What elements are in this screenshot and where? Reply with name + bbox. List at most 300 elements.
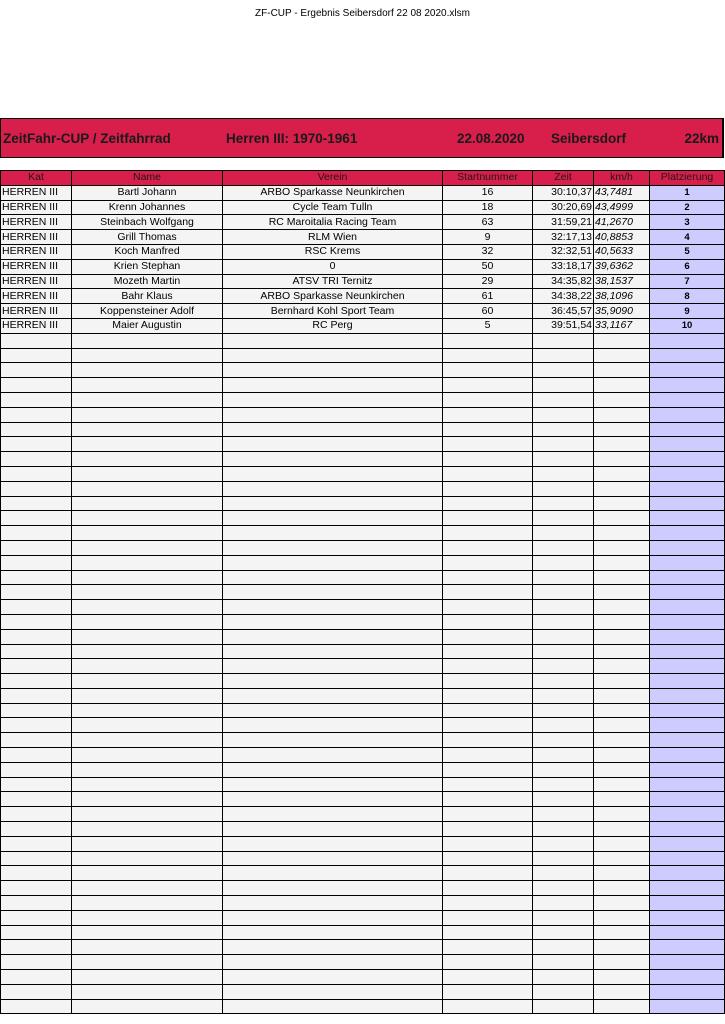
- cell-zeit: [533, 437, 594, 452]
- col-header-kat: Kat: [1, 171, 72, 186]
- cell-kmh: [594, 496, 650, 511]
- cell-platzierung: [650, 407, 725, 422]
- cell-platzierung: 10: [650, 318, 725, 333]
- cell-kat: [1, 792, 72, 807]
- cell-verein: [223, 703, 443, 718]
- cell-verein: [223, 748, 443, 763]
- cell-startnummer: [443, 437, 533, 452]
- cell-startnummer: [443, 851, 533, 866]
- cell-verein: [223, 955, 443, 970]
- cell-zeit: [533, 940, 594, 955]
- cell-verein: [223, 777, 443, 792]
- empty-table-row: [1, 674, 725, 689]
- cell-platzierung: [650, 540, 725, 555]
- empty-table-row: [1, 407, 725, 422]
- cell-name: [72, 674, 223, 689]
- cell-verein: [223, 600, 443, 615]
- document-title: ZF-CUP - Ergebnis Seibersdorf 22 08 2020.xlsm: [255, 8, 470, 19]
- empty-table-row: [1, 600, 725, 615]
- cell-startnummer: 60: [443, 304, 533, 319]
- cell-kmh: 33,1167: [594, 318, 650, 333]
- cell-platzierung: [650, 629, 725, 644]
- cell-name: [72, 910, 223, 925]
- cell-verein: [223, 570, 443, 585]
- cell-kat: [1, 540, 72, 555]
- cell-zeit: 30:20,69: [533, 200, 594, 215]
- cell-startnummer: [443, 674, 533, 689]
- cell-kmh: [594, 940, 650, 955]
- cell-startnummer: [443, 777, 533, 792]
- cell-kat: HERREN III: [1, 244, 72, 259]
- cell-platzierung: [650, 333, 725, 348]
- cell-startnummer: [443, 378, 533, 393]
- cell-zeit: [533, 955, 594, 970]
- cell-kat: HERREN III: [1, 200, 72, 215]
- cell-zeit: 30:10,37: [533, 185, 594, 200]
- cell-kmh: [594, 452, 650, 467]
- empty-table-row: [1, 910, 725, 925]
- cell-platzierung: [650, 999, 725, 1014]
- cell-zeit: [533, 585, 594, 600]
- empty-table-row: [1, 807, 725, 822]
- cell-startnummer: 63: [443, 215, 533, 230]
- cell-platzierung: [650, 659, 725, 674]
- cell-name: Grill Thomas: [72, 230, 223, 245]
- cell-name: [72, 762, 223, 777]
- cell-platzierung: [650, 807, 725, 822]
- cell-name: Maier Augustin: [72, 318, 223, 333]
- cell-zeit: 36:45,57: [533, 304, 594, 319]
- cell-kmh: [594, 570, 650, 585]
- cell-zeit: [533, 674, 594, 689]
- cell-verein: [223, 807, 443, 822]
- cell-kmh: [594, 585, 650, 600]
- cell-name: Koppensteiner Adolf: [72, 304, 223, 319]
- cell-kmh: 38,1537: [594, 274, 650, 289]
- cell-kmh: [594, 407, 650, 422]
- cell-verein: [223, 452, 443, 467]
- empty-table-row: [1, 999, 725, 1014]
- empty-table-row: [1, 940, 725, 955]
- empty-table-row: [1, 984, 725, 999]
- cell-kat: [1, 437, 72, 452]
- cell-platzierung: [650, 614, 725, 629]
- cell-startnummer: [443, 866, 533, 881]
- cell-kat: [1, 674, 72, 689]
- col-header-verein: Verein: [223, 171, 443, 186]
- cell-kmh: [594, 792, 650, 807]
- cell-platzierung: 1: [650, 185, 725, 200]
- cell-startnummer: [443, 881, 533, 896]
- cell-name: [72, 585, 223, 600]
- empty-table-row: [1, 733, 725, 748]
- cell-kat: [1, 629, 72, 644]
- cell-zeit: [533, 866, 594, 881]
- cell-kmh: 40,5633: [594, 244, 650, 259]
- cell-name: [72, 629, 223, 644]
- cell-kmh: [594, 762, 650, 777]
- cell-startnummer: 29: [443, 274, 533, 289]
- cell-platzierung: [650, 836, 725, 851]
- cell-verein: [223, 910, 443, 925]
- cell-kmh: [594, 614, 650, 629]
- cell-name: [72, 984, 223, 999]
- table-row: [1, 244, 725, 259]
- cell-kat: [1, 999, 72, 1014]
- cell-startnummer: [443, 555, 533, 570]
- cell-verein: [223, 363, 443, 378]
- results-table: [0, 170, 725, 1014]
- cell-name: [72, 881, 223, 896]
- table-row: [1, 274, 725, 289]
- cell-verein: [223, 481, 443, 496]
- cell-kat: [1, 363, 72, 378]
- cell-zeit: [533, 392, 594, 407]
- cell-verein: [223, 674, 443, 689]
- cell-startnummer: [443, 792, 533, 807]
- cell-kmh: [594, 481, 650, 496]
- cell-name: [72, 333, 223, 348]
- cell-startnummer: [443, 940, 533, 955]
- cell-zeit: [533, 600, 594, 615]
- cell-name: Steinbach Wolfgang: [72, 215, 223, 230]
- cell-kat: [1, 925, 72, 940]
- cell-verein: [223, 614, 443, 629]
- cell-name: [72, 437, 223, 452]
- cell-zeit: 33:18,17: [533, 259, 594, 274]
- cell-name: [72, 570, 223, 585]
- cell-name: [72, 481, 223, 496]
- table-row: [1, 259, 725, 274]
- cell-zeit: [533, 688, 594, 703]
- cell-verein: [223, 718, 443, 733]
- cell-startnummer: [443, 955, 533, 970]
- cell-platzierung: [650, 896, 725, 911]
- cell-zeit: [533, 540, 594, 555]
- cell-verein: [223, 688, 443, 703]
- empty-table-row: [1, 333, 725, 348]
- cell-kmh: [594, 629, 650, 644]
- cell-kat: [1, 511, 72, 526]
- cell-name: [72, 422, 223, 437]
- cell-kat: [1, 762, 72, 777]
- cell-verein: RLM Wien: [223, 230, 443, 245]
- cell-name: [72, 703, 223, 718]
- cell-kat: [1, 348, 72, 363]
- cell-startnummer: [443, 748, 533, 763]
- col-header-startnummer: Startnummer: [443, 171, 533, 186]
- cell-zeit: [533, 333, 594, 348]
- cell-platzierung: [650, 881, 725, 896]
- empty-table-row: [1, 644, 725, 659]
- cell-startnummer: [443, 836, 533, 851]
- cell-platzierung: [650, 984, 725, 999]
- table-row: [1, 185, 725, 200]
- cell-kat: HERREN III: [1, 230, 72, 245]
- cell-kmh: [594, 836, 650, 851]
- cell-kat: [1, 970, 72, 985]
- cell-name: [72, 452, 223, 467]
- table-row: [1, 200, 725, 215]
- cell-startnummer: [443, 688, 533, 703]
- cell-zeit: 34:35,82: [533, 274, 594, 289]
- cell-startnummer: [443, 733, 533, 748]
- empty-table-row: [1, 392, 725, 407]
- cell-kmh: [594, 378, 650, 393]
- cell-verein: [223, 585, 443, 600]
- cell-platzierung: [650, 378, 725, 393]
- cell-kat: [1, 955, 72, 970]
- cell-kat: [1, 703, 72, 718]
- cell-verein: [223, 984, 443, 999]
- cell-verein: Cycle Team Tulln: [223, 200, 443, 215]
- cell-startnummer: [443, 511, 533, 526]
- cell-zeit: [533, 925, 594, 940]
- cell-platzierung: 5: [650, 244, 725, 259]
- cell-kmh: [594, 526, 650, 541]
- cell-kat: [1, 866, 72, 881]
- cell-startnummer: [443, 629, 533, 644]
- empty-table-row: [1, 555, 725, 570]
- cell-verein: [223, 526, 443, 541]
- cell-kmh: [594, 348, 650, 363]
- cell-zeit: [533, 496, 594, 511]
- cell-kmh: [594, 999, 650, 1014]
- empty-table-row: [1, 481, 725, 496]
- cell-startnummer: [443, 526, 533, 541]
- cell-kmh: 39,6362: [594, 259, 650, 274]
- cell-verein: [223, 644, 443, 659]
- cell-startnummer: 32: [443, 244, 533, 259]
- empty-table-row: [1, 777, 725, 792]
- cell-kat: [1, 748, 72, 763]
- cell-platzierung: [650, 925, 725, 940]
- cell-kat: [1, 481, 72, 496]
- cell-kmh: [594, 807, 650, 822]
- cell-platzierung: [650, 481, 725, 496]
- cell-name: [72, 807, 223, 822]
- cell-kmh: [594, 748, 650, 763]
- empty-table-row: [1, 703, 725, 718]
- cell-startnummer: [443, 481, 533, 496]
- cell-startnummer: [443, 822, 533, 837]
- cell-platzierung: [650, 496, 725, 511]
- cell-startnummer: [443, 970, 533, 985]
- cell-verein: [223, 437, 443, 452]
- table-row: [1, 289, 725, 304]
- cell-verein: [223, 378, 443, 393]
- cell-verein: [223, 422, 443, 437]
- cell-startnummer: [443, 659, 533, 674]
- cell-verein: [223, 466, 443, 481]
- cell-startnummer: [443, 585, 533, 600]
- cell-startnummer: [443, 984, 533, 999]
- cup-name: ZeitFahr-CUP / Zeitfahrrad: [3, 131, 171, 146]
- cell-name: [72, 466, 223, 481]
- cell-name: [72, 392, 223, 407]
- cell-startnummer: [443, 807, 533, 822]
- cell-verein: [223, 792, 443, 807]
- cell-platzierung: [650, 452, 725, 467]
- cell-kmh: [594, 333, 650, 348]
- cell-verein: RC Perg: [223, 318, 443, 333]
- cell-kmh: [594, 777, 650, 792]
- cell-kat: [1, 422, 72, 437]
- cell-name: [72, 851, 223, 866]
- cell-zeit: [533, 718, 594, 733]
- cell-zeit: [533, 407, 594, 422]
- cell-verein: [223, 540, 443, 555]
- cell-zeit: [533, 807, 594, 822]
- cell-verein: RSC Krems: [223, 244, 443, 259]
- cell-kmh: [594, 392, 650, 407]
- cell-platzierung: [650, 555, 725, 570]
- cell-startnummer: [443, 570, 533, 585]
- cell-platzierung: [650, 437, 725, 452]
- cell-name: [72, 792, 223, 807]
- cell-kat: [1, 555, 72, 570]
- cell-zeit: [533, 822, 594, 837]
- cell-kat: HERREN III: [1, 185, 72, 200]
- table-row: [1, 318, 725, 333]
- cell-kmh: [594, 703, 650, 718]
- cell-zeit: [533, 762, 594, 777]
- cell-startnummer: [443, 910, 533, 925]
- cell-kmh: 35,9090: [594, 304, 650, 319]
- cell-verein: Bernhard Kohl Sport Team: [223, 304, 443, 319]
- results-banner: [0, 118, 724, 158]
- cell-kat: [1, 644, 72, 659]
- cell-kat: [1, 777, 72, 792]
- table-row: [1, 304, 725, 319]
- cell-platzierung: 7: [650, 274, 725, 289]
- cell-verein: ATSV TRI Ternitz: [223, 274, 443, 289]
- cell-zeit: [533, 999, 594, 1014]
- cell-verein: [223, 333, 443, 348]
- cell-name: [72, 644, 223, 659]
- cell-verein: [223, 392, 443, 407]
- cell-name: [72, 866, 223, 881]
- cell-verein: [223, 659, 443, 674]
- cell-name: [72, 777, 223, 792]
- cell-name: [72, 748, 223, 763]
- cell-kmh: [594, 851, 650, 866]
- cell-platzierung: [650, 940, 725, 955]
- cell-kmh: [594, 555, 650, 570]
- cell-verein: [223, 896, 443, 911]
- cell-kmh: [594, 688, 650, 703]
- cell-verein: 0: [223, 259, 443, 274]
- race-location: Seibersdorf: [551, 131, 627, 146]
- cell-kmh: [594, 984, 650, 999]
- empty-table-row: [1, 437, 725, 452]
- empty-table-row: [1, 822, 725, 837]
- empty-table-row: [1, 348, 725, 363]
- cell-startnummer: [443, 703, 533, 718]
- cell-verein: [223, 881, 443, 896]
- cell-kmh: 41,2670: [594, 215, 650, 230]
- cell-kat: [1, 836, 72, 851]
- cell-platzierung: [650, 955, 725, 970]
- cell-kmh: [594, 511, 650, 526]
- table-row: [1, 230, 725, 245]
- cell-kat: [1, 910, 72, 925]
- cell-zeit: 34:38,22: [533, 289, 594, 304]
- cell-kat: HERREN III: [1, 318, 72, 333]
- cell-verein: [223, 348, 443, 363]
- cell-platzierung: [650, 733, 725, 748]
- cell-platzierung: 4: [650, 230, 725, 245]
- cell-verein: ARBO Sparkasse Neunkirchen: [223, 289, 443, 304]
- cell-name: [72, 540, 223, 555]
- empty-table-row: [1, 836, 725, 851]
- cell-kat: [1, 659, 72, 674]
- cell-verein: [223, 733, 443, 748]
- cell-startnummer: [443, 999, 533, 1014]
- cell-zeit: [533, 466, 594, 481]
- empty-table-row: [1, 925, 725, 940]
- cell-name: [72, 378, 223, 393]
- cell-verein: ARBO Sparkasse Neunkirchen: [223, 185, 443, 200]
- cell-kat: HERREN III: [1, 259, 72, 274]
- cell-kmh: [594, 674, 650, 689]
- race-date: 22.08.2020: [457, 131, 525, 146]
- cell-zeit: [533, 363, 594, 378]
- cell-name: Bartl Johann: [72, 185, 223, 200]
- empty-table-row: [1, 881, 725, 896]
- empty-table-row: [1, 866, 725, 881]
- empty-table-row: [1, 718, 725, 733]
- cell-startnummer: [443, 896, 533, 911]
- race-class: Herren III: 1970-1961: [226, 131, 358, 146]
- cell-verein: [223, 970, 443, 985]
- empty-table-row: [1, 614, 725, 629]
- cell-platzierung: [650, 422, 725, 437]
- cell-kmh: [594, 422, 650, 437]
- cell-zeit: [533, 703, 594, 718]
- cell-verein: [223, 866, 443, 881]
- cell-kat: [1, 733, 72, 748]
- cell-zeit: [533, 526, 594, 541]
- cell-name: [72, 659, 223, 674]
- empty-table-row: [1, 570, 725, 585]
- cell-startnummer: [443, 363, 533, 378]
- cell-kat: [1, 452, 72, 467]
- cell-zeit: [533, 378, 594, 393]
- cell-kmh: [594, 600, 650, 615]
- cell-name: [72, 836, 223, 851]
- cell-zeit: [533, 570, 594, 585]
- cell-name: [72, 718, 223, 733]
- cell-name: Koch Manfred: [72, 244, 223, 259]
- empty-table-row: [1, 748, 725, 763]
- empty-table-row: [1, 378, 725, 393]
- cell-name: [72, 526, 223, 541]
- cell-verein: [223, 407, 443, 422]
- cell-verein: [223, 629, 443, 644]
- cell-name: Bahr Klaus: [72, 289, 223, 304]
- cell-kmh: [594, 866, 650, 881]
- cell-startnummer: [443, 540, 533, 555]
- cell-kmh: 43,7481: [594, 185, 650, 200]
- cell-zeit: [533, 910, 594, 925]
- cell-verein: [223, 999, 443, 1014]
- cell-name: [72, 940, 223, 955]
- cell-platzierung: [650, 970, 725, 985]
- cell-kat: [1, 333, 72, 348]
- cell-kmh: 38,1096: [594, 289, 650, 304]
- cell-zeit: [533, 659, 594, 674]
